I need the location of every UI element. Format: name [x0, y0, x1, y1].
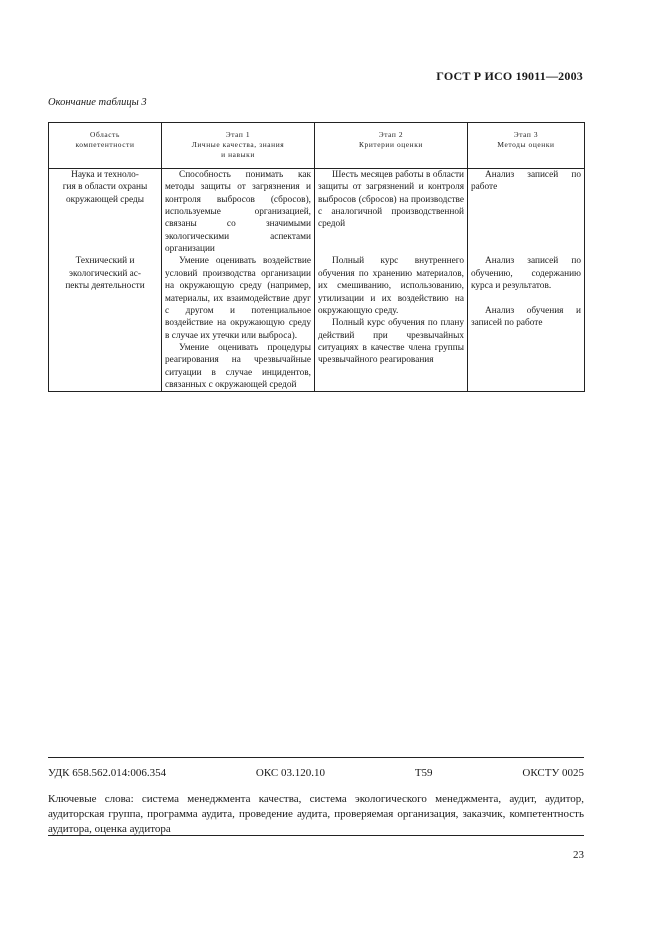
- cell-paragraph: Анализ записей по работе: [471, 169, 581, 193]
- competence-table: [48, 122, 585, 392]
- oks-code: ОКС 03.120.10: [255, 767, 325, 779]
- cell-paragraph: Умение оценивать процедуры реагирования на чрезвычайные ситуации в случае инцидентов, связанных с окружающей средой: [165, 342, 311, 391]
- table-caption: Окончание таблицы 3: [48, 97, 147, 108]
- cell-paragraph: Полный курс обучения по плану действий при чрезвычайных ситуациях в качестве члена группы чрезвычайного реагирования: [318, 318, 464, 366]
- cell-paragraph: Способность понимать как методы защиты от загрязнения и контроля выбросов (сбросов), используемые организацией, связаны со значимыми экологическими аспектами организации: [165, 169, 311, 255]
- cell-stage1: [162, 168, 315, 255]
- cell-stage2: [315, 255, 468, 391]
- column-header-stage2: Этап 2 Критерии оценки: [315, 123, 468, 169]
- t-code: Т59: [414, 767, 433, 779]
- cell-stage3: [468, 255, 585, 391]
- column-header-area: Область компетентности: [49, 123, 162, 169]
- footer-bottom-rule: [48, 835, 584, 836]
- cell-paragraph: Анализ записей по обучению, содержанию курса и результатов.: [471, 256, 581, 292]
- column-header-stage3: Этап 3 Методы оценки: [468, 123, 585, 169]
- table-header-row: [49, 123, 585, 169]
- footer-top-rule: [48, 757, 584, 758]
- cell-stage1: [162, 255, 315, 391]
- keywords-paragraph: Ключевые слова: система менеджмента качества, система экологического менеджмента, аудит, аудитор, аудиторская группа, программа аудита, проведение аудита, проверяемая организация, заказчик, компетентность аудитора, оценка аудитора: [48, 793, 584, 835]
- cell-stage3: [468, 168, 585, 255]
- column-header-stage1: Этап 1 Личные качества, знания и навыки: [162, 123, 315, 169]
- cell-paragraph: Шесть месяцев работы в области защиты от загрязнений и контроля выбросов (сбросов) на производстве с аналогичной производственной средой: [318, 169, 464, 230]
- cell-stage2: [315, 168, 468, 255]
- cell-paragraph: Анализ обучения и записей по работе: [471, 305, 581, 328]
- udk-code: УДК 658.562.014:006.354: [48, 767, 167, 779]
- cell-area: Технический и экологический ас- пекты деятельности: [49, 255, 162, 391]
- page-number: 23: [573, 849, 584, 861]
- cell-area: Наука и техноло- гия в области охраны окружающей среды: [49, 168, 162, 255]
- table-row: [49, 168, 585, 255]
- classification-codes: [48, 767, 584, 779]
- table-row: [49, 255, 585, 391]
- okstu-code: ОКСТУ 0025: [522, 767, 584, 779]
- cell-paragraph: Умение оценивать воздействие условий производства организации на окружающую среду (например, материалы, их взаимодействие друг с другом и потенциальное воздействие на окружающую среду в случае их утечки или выброса).: [165, 256, 311, 341]
- document-code: ГОСТ Р ИСО 19011—2003: [436, 69, 583, 83]
- cell-paragraph: Полный курс внутреннего обучения по хранению материалов, их смешиванию, использованию, утилизации и их воздействию на окружающую среду.: [318, 256, 464, 316]
